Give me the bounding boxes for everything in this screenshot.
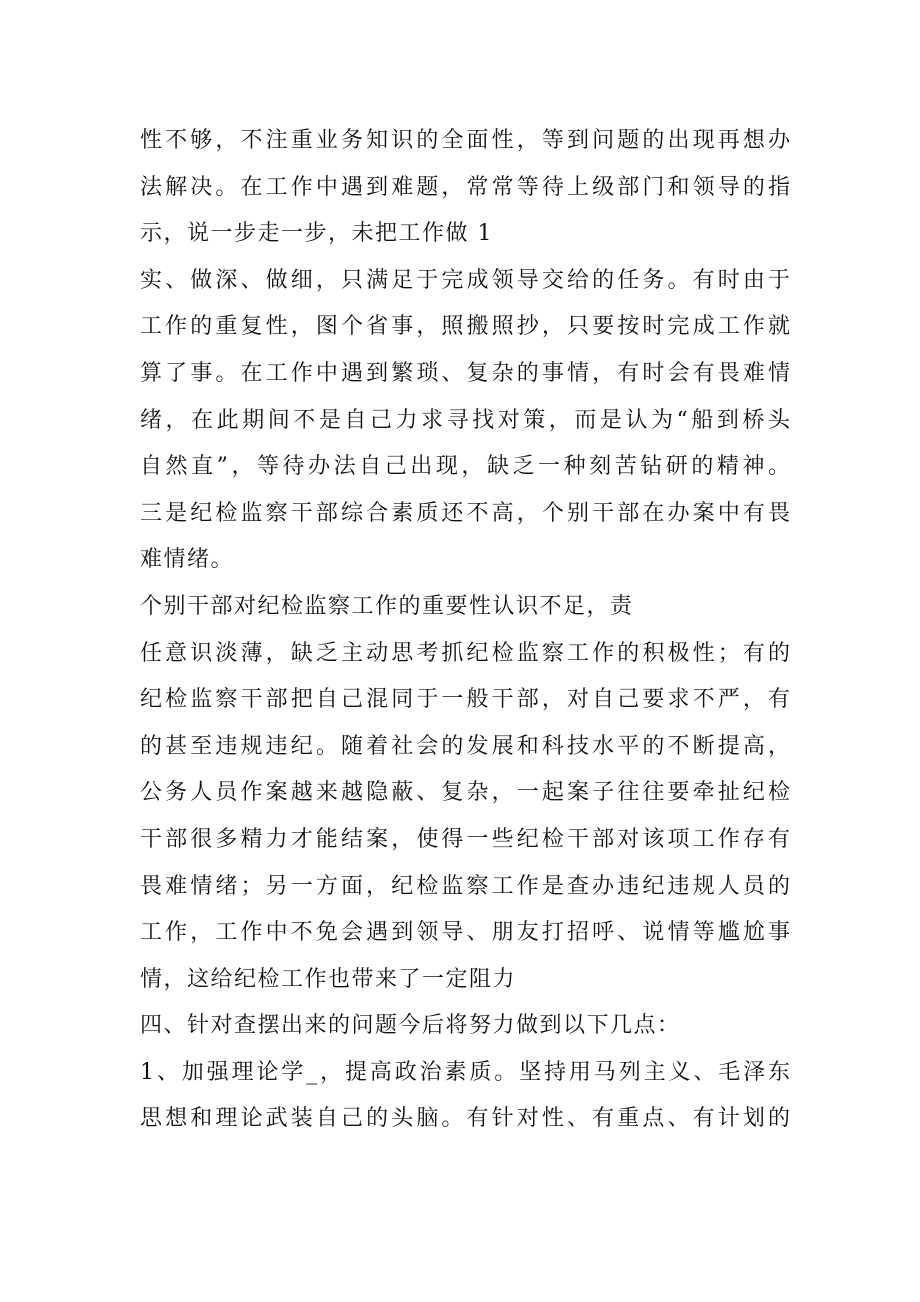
text-line: 的甚至违规违纪。随着社会的发展和科技水平的不断提高， <box>140 733 790 759</box>
text-line: 示，说一步走一步，未把工作做 1 <box>140 221 493 247</box>
text-line: 算了事。在工作中遇到繁琐、复杂的事情，有时会有畏难情 <box>140 360 790 386</box>
text-line: 个别干部对纪检监察工作的重要性认识不足，责 <box>140 593 634 619</box>
document-body <box>140 118 790 1143</box>
text-line: 自然直”，等待办法自己出现，缺乏一种刻苦钻研的精神。 <box>140 454 790 480</box>
text-line: 情，这给纪检工作也带来了一定阻力 <box>140 966 517 992</box>
text-line: 畏难情绪；另一方面，纪检监察工作是查办违纪违规人员的 <box>140 873 790 899</box>
text-line: 公务人员作案越来越隐蔽、复杂，一起案子往往要牵扯纪检 <box>140 780 790 806</box>
text-line: 纪检监察干部把自己混同于一般干部，对自己要求不严，有 <box>140 687 790 713</box>
text-line: 难情绪。 <box>140 547 235 573</box>
text-line: 工作的重复性，图个省事，照搬照抄，只要按时完成工作就 <box>140 314 790 340</box>
text-line: 工作，工作中不免会遇到领导、朋友打招呼、说情等尴尬事 <box>140 920 790 946</box>
text-line: 任意识淡薄，缺乏主动思考抓纪检监察工作的积极性；有的 <box>140 640 790 666</box>
text-line: 性不够，不注重业务知识的全面性，等到问题的出现再想办 <box>140 128 790 153</box>
text-line: 三是纪检监察干部综合素质还不高，个别干部在办案中有畏 <box>140 500 790 526</box>
text-line: 干部很多精力才能结案，使得一些纪检干部对该项工作存有 <box>140 826 790 852</box>
text-line: 绪，在此期间不是自己力求寻找对策，而是认为“船到桥头 <box>140 407 790 433</box>
text-line: 思想和理论武装自己的头脑。有针对性、有重点、有计划的 <box>140 1106 790 1132</box>
text-line: 实、做深、做细，只满足于完成领导交给的任务。有时由于 <box>140 267 790 293</box>
text-line: 1、加强理论学_，提高政治素质。坚持用马列主义、毛泽东 <box>140 1059 790 1085</box>
text-line: 法解决。在工作中遇到难题，常常等待上级部门和领导的指 <box>140 174 790 200</box>
text-line: 四、针对查摆出来的问题今后将努力做到以下几点： <box>140 1013 681 1039</box>
